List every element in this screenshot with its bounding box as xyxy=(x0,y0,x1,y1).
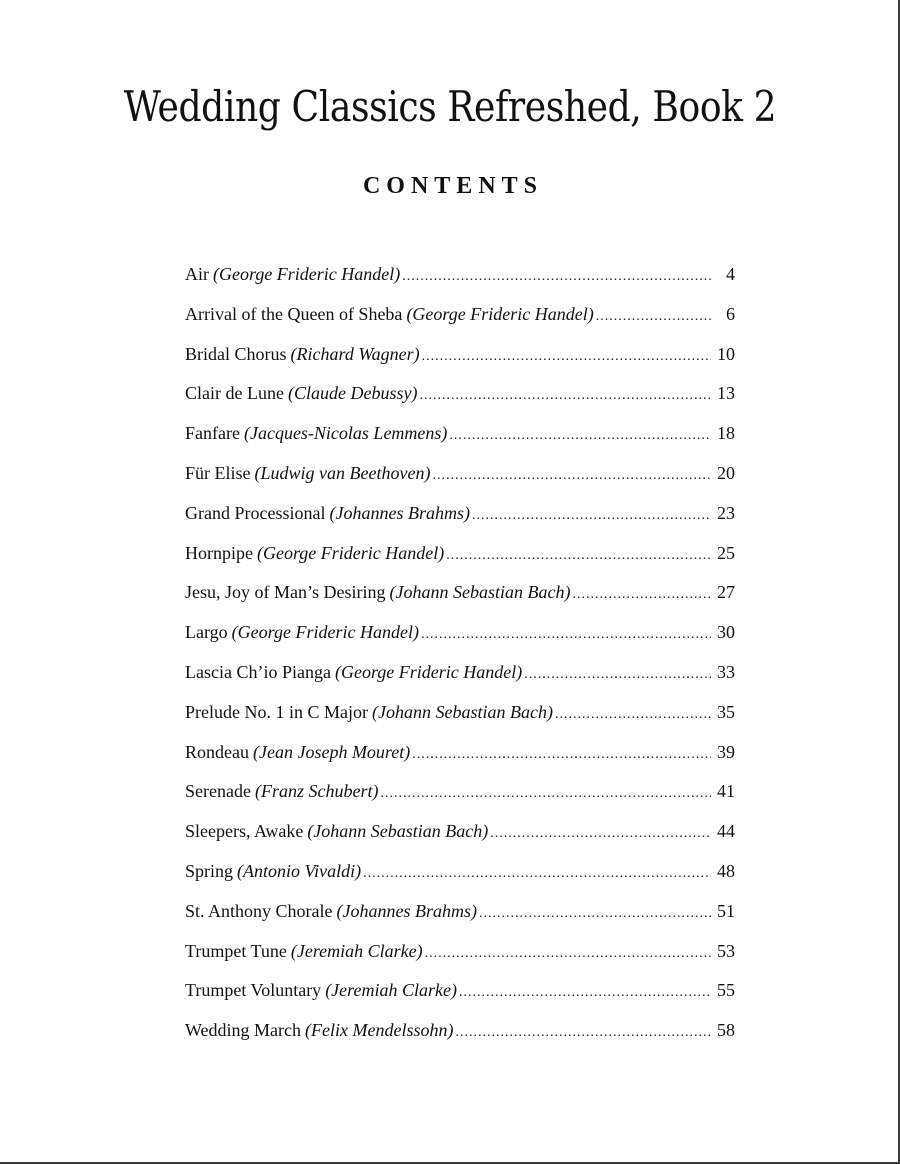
toc-dot-leader xyxy=(596,305,711,329)
toc-page-number: 13 xyxy=(717,383,735,404)
toc-dot-leader xyxy=(472,504,711,528)
toc-composer: (Jeremiah Clarke) xyxy=(290,940,423,961)
toc-entry xyxy=(185,541,735,581)
toc-page-number: 23 xyxy=(717,502,735,523)
toc-piece-title: Serenade xyxy=(185,781,251,802)
toc-piece-title: Clair de Lune xyxy=(185,383,284,404)
toc-dot-leader xyxy=(524,663,711,687)
toc-dot-leader xyxy=(412,743,711,767)
toc-entry xyxy=(185,779,735,819)
toc-entry xyxy=(185,740,735,780)
toc-dot-leader xyxy=(422,345,711,369)
toc-entry xyxy=(185,859,735,899)
toc-entry xyxy=(185,580,735,620)
toc-entry xyxy=(185,381,735,421)
toc-piece-title: St. Anthony Chorale xyxy=(185,900,333,921)
toc-piece-title: Für Elise xyxy=(185,462,251,483)
toc-entry xyxy=(185,302,735,342)
toc-piece-title: Wedding March xyxy=(185,1020,302,1041)
toc-page-number: 4 xyxy=(726,264,735,284)
toc-entry xyxy=(185,660,735,700)
toc-entry xyxy=(185,421,735,461)
toc-page-number: 53 xyxy=(717,940,735,961)
toc-composer: (Antonio Vivaldi) xyxy=(237,860,362,881)
toc-entry xyxy=(185,1018,735,1058)
toc-composer: (Claude Debussy) xyxy=(287,383,418,404)
toc-entry xyxy=(185,700,735,740)
toc-page-number: 58 xyxy=(717,1020,735,1041)
toc-page-number: 6 xyxy=(726,303,735,324)
toc-dot-leader xyxy=(363,862,711,886)
book-title: Wedding Classics Refreshed, Book 2 xyxy=(123,82,777,131)
toc-composer: (George Frideric Handel) xyxy=(334,661,523,682)
toc-entry xyxy=(185,501,735,541)
toc-page-number: 35 xyxy=(717,701,735,722)
toc-page-number: 27 xyxy=(717,582,735,603)
toc-composer: (Johann Sebastian Bach) xyxy=(389,582,571,603)
toc-page-number: 33 xyxy=(717,661,735,682)
toc-piece-title: Lascia Ch’io Pianga xyxy=(185,661,331,682)
toc-dot-leader xyxy=(446,544,711,568)
toc-dot-leader xyxy=(432,464,711,488)
toc-dot-leader xyxy=(421,623,711,647)
toc-composer: (Johann Sebastian Bach) xyxy=(371,701,553,722)
toc-piece-title: Trumpet Voluntary xyxy=(185,980,322,1001)
toc-page-number: 44 xyxy=(717,821,735,842)
toc-piece-title: Sleepers, Awake xyxy=(185,821,304,842)
toc-composer: (George Frideric Handel) xyxy=(256,542,445,563)
toc-dot-leader xyxy=(479,902,711,926)
toc-entry xyxy=(185,939,735,979)
toc-entry xyxy=(185,978,735,1018)
toc-piece-title: Largo xyxy=(185,622,228,643)
toc-dot-leader xyxy=(555,703,711,727)
toc-page-number: 18 xyxy=(717,423,735,444)
toc-dot-leader xyxy=(449,424,711,448)
toc-composer: (George Frideric Handel) xyxy=(231,622,419,643)
toc-page-number: 55 xyxy=(717,980,735,1001)
toc-dot-leader xyxy=(490,822,711,846)
toc-piece-title: Prelude No. 1 in C Major xyxy=(185,701,368,722)
toc-dot-leader xyxy=(425,942,711,966)
toc-page-number: 39 xyxy=(717,741,735,762)
toc-entry xyxy=(185,342,735,382)
toc-composer: (George Frideric Handel) xyxy=(406,303,594,324)
toc-page-number: 10 xyxy=(717,343,735,364)
toc-entry xyxy=(185,620,735,660)
toc-dot-leader xyxy=(419,384,711,408)
toc-composer: (Franz Schubert) xyxy=(254,781,379,802)
toc-dot-leader xyxy=(459,981,711,1005)
toc-piece-title: Spring xyxy=(185,860,234,881)
toc-dot-leader xyxy=(380,782,711,806)
toc-piece-title: Trumpet Tune xyxy=(185,940,287,961)
toc-page-number: 48 xyxy=(717,860,735,881)
toc-entry xyxy=(185,461,735,501)
toc-dot-leader xyxy=(572,583,711,607)
toc-page-number: 30 xyxy=(717,622,735,643)
toc-composer: (Ludwig van Beethoven) xyxy=(254,462,431,483)
toc-composer: (Jacques-Nicolas Lemmens) xyxy=(243,423,448,444)
contents-heading: CONTENTS xyxy=(362,173,544,199)
toc-entry xyxy=(185,819,735,859)
toc-page-number: 25 xyxy=(717,542,735,563)
toc-piece-title: Fanfare xyxy=(185,423,240,444)
table-of-contents xyxy=(185,262,735,1058)
toc-piece-title: Jesu, Joy of Man’s Desiring xyxy=(185,582,386,603)
toc-composer: (Johann Sebastian Bach) xyxy=(307,821,489,842)
toc-composer: (Jeremiah Clarke) xyxy=(325,980,457,1001)
toc-dot-leader xyxy=(455,1021,711,1045)
toc-composer: (Johannes Brahms) xyxy=(336,900,477,921)
toc-entry xyxy=(185,262,735,302)
toc-entry xyxy=(185,899,735,939)
toc-composer: (Jean Joseph Mouret) xyxy=(252,741,411,762)
toc-piece-title: Arrival of the Queen of Sheba xyxy=(185,303,403,324)
toc-piece-title: Bridal Chorus xyxy=(185,343,287,364)
toc-composer: (George Frideric Handel) xyxy=(213,264,401,284)
toc-piece-title: Air xyxy=(185,264,209,284)
toc-dot-leader xyxy=(402,265,711,289)
toc-composer: (Richard Wagner) xyxy=(290,343,420,364)
toc-page-number: 41 xyxy=(717,781,735,802)
toc-composer: (Johannes Brahms) xyxy=(329,502,470,523)
toc-page-number: 20 xyxy=(717,462,735,483)
toc-piece-title: Hornpipe xyxy=(185,542,253,563)
toc-piece-title: Rondeau xyxy=(185,741,249,762)
toc-piece-title: Grand Processional xyxy=(185,502,326,523)
toc-page-number: 51 xyxy=(717,900,735,921)
toc-composer: (Felix Mendelssohn) xyxy=(305,1020,454,1041)
